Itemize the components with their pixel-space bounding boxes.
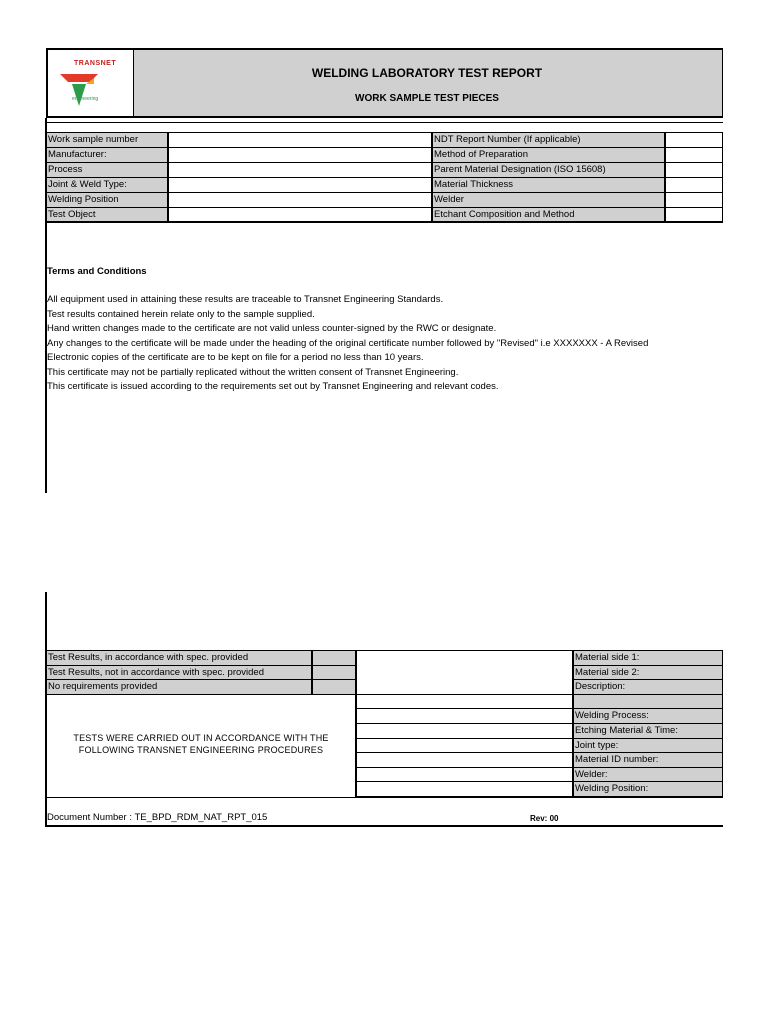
info-label-left: Test Object <box>46 207 168 223</box>
terms-line: This certificate is issued according to the requirements set out by Transnet Engineering and relevant codes. <box>47 381 499 392</box>
info-value-field[interactable] <box>665 177 723 193</box>
info-label-left: Work sample number <box>46 132 168 148</box>
result-label <box>573 694 723 710</box>
result-label: Welding Process: <box>573 708 723 724</box>
result-option-checkbox[interactable] <box>312 679 356 695</box>
logo-area <box>48 50 133 116</box>
terms-heading: Terms and Conditions <box>47 266 147 277</box>
info-label-left: Manufacturer: <box>46 147 168 163</box>
result-label: Material ID number: <box>573 752 723 768</box>
info-value-field[interactable] <box>168 177 432 193</box>
result-value-field[interactable] <box>356 708 573 724</box>
terms-line: Electronic copies of the certificate are to be kept on file for a period no less than 10 years. <box>47 352 424 363</box>
footer-top-line <box>46 797 723 798</box>
result-option-checkbox[interactable] <box>312 665 356 681</box>
result-label: Material side 2: <box>573 665 723 681</box>
result-value-field[interactable] <box>356 738 573 754</box>
result-label: Welding Position: <box>573 781 723 797</box>
info-label-left: Process <box>46 162 168 178</box>
result-value-field[interactable] <box>356 723 573 739</box>
info-value-field[interactable] <box>665 192 723 208</box>
info-label-right: Material Thickness <box>432 177 665 193</box>
transnet-logo-icon <box>60 70 98 110</box>
info-label-right: Etchant Composition and Method <box>432 207 665 223</box>
result-value-field[interactable] <box>356 650 573 695</box>
terms-line: Test results contained herein relate only to the sample supplied. <box>47 308 315 320</box>
info-value-field[interactable] <box>665 147 723 163</box>
page-title: WELDING LABORATORY TEST REPORT <box>311 66 543 80</box>
document-number: Document Number : TE_BPD_RDM_NAT_RPT_015 <box>47 812 268 823</box>
logo-text: TRANSNET <box>74 60 117 67</box>
result-option-label: Test Results, not in accordance with spec. provided <box>46 665 312 681</box>
result-option-checkbox[interactable] <box>312 650 356 666</box>
info-value-field[interactable] <box>665 162 723 178</box>
info-value-field[interactable] <box>168 132 432 148</box>
result-label: Material side 1: <box>573 650 723 666</box>
info-label-right: NDT Report Number (If applicable) <box>432 132 665 148</box>
logo-subtext: engineering <box>72 96 99 102</box>
terms-line: Hand written changes made to the certificate are not valid unless counter-signed by the RWC or designate. <box>47 323 497 334</box>
terms-line: This certificate may not be partially replicated without the written consent of Transnet Engineering. <box>47 366 459 378</box>
info-table-bottom-line <box>46 221 723 223</box>
result-value-field[interactable] <box>356 752 573 768</box>
info-label-right: Method of Preparation <box>432 147 665 163</box>
terms-line: Any changes to the certificate will be made under the heading of the original certificate number followed by "Revised" i.e XXXXXXX - A Revised <box>47 337 649 349</box>
result-value-field[interactable] <box>356 767 573 783</box>
info-label-left: Welding Position <box>46 192 168 208</box>
procedures-note: TESTS WERE CARRIED OUT IN ACCORDANCE WITH THE FOLLOWING TRANSNET ENGINEERING PROCEDURES <box>73 733 329 755</box>
revision-number: Rev: 00 <box>530 814 559 823</box>
result-value-field[interactable] <box>356 694 573 710</box>
result-label: Etching Material & Time: <box>573 723 723 739</box>
info-value-field[interactable] <box>168 147 432 163</box>
terms-line: All equipment used in attaining these results are traceable to Transnet Engineering Standards. <box>47 294 444 305</box>
result-label: Joint type: <box>573 738 723 754</box>
result-value-field[interactable] <box>356 781 573 797</box>
result-option-label: Test Results, in accordance with spec. provided <box>46 650 312 666</box>
separator-top <box>46 122 723 123</box>
page-subtitle: WORK SAMPLE TEST PIECES <box>355 93 499 104</box>
info-value-field[interactable] <box>168 192 432 208</box>
result-option-label: No requirements provided <box>46 679 312 695</box>
footer-bottom-line <box>46 825 723 827</box>
info-label-left: Joint & Weld Type: <box>46 177 168 193</box>
info-label-right: Parent Material Designation (ISO 15608) <box>432 162 665 178</box>
info-label-right: Welder <box>432 192 665 208</box>
header-title-panel <box>133 50 722 116</box>
info-value-field[interactable] <box>168 162 432 178</box>
result-label: Description: <box>573 679 723 695</box>
info-value-field[interactable] <box>665 132 723 148</box>
result-label: Welder: <box>573 767 723 783</box>
